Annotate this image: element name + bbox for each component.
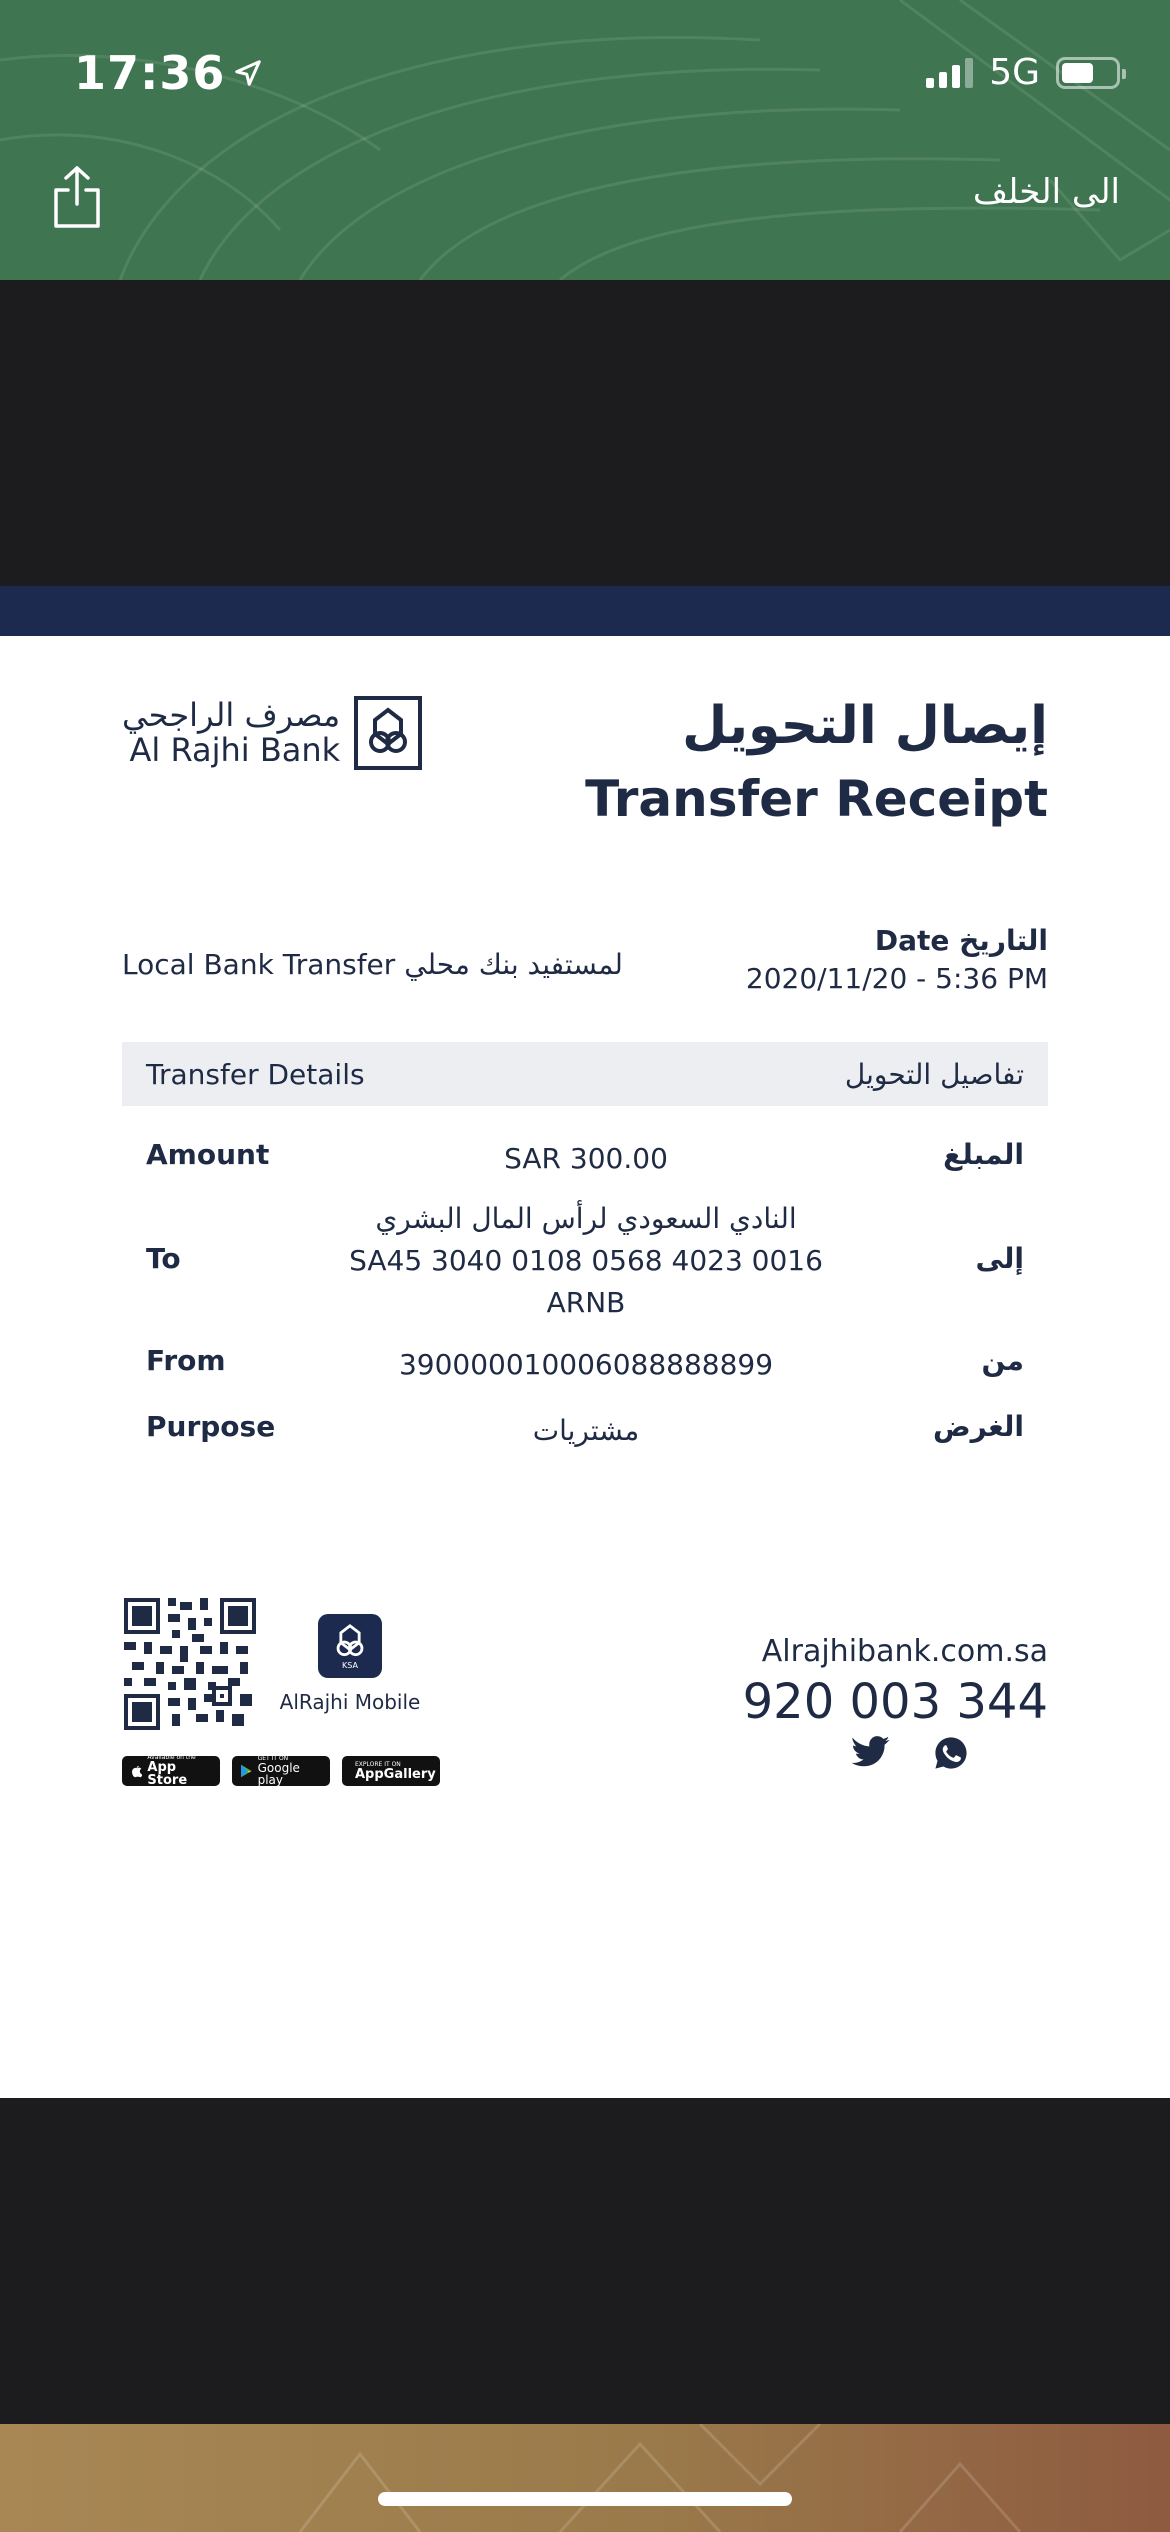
google-play-icon xyxy=(240,1763,253,1779)
home-indicator[interactable] xyxy=(378,2492,792,2506)
google-play-badge[interactable] xyxy=(232,1756,330,1786)
app-icon-badge: KSA xyxy=(342,1660,358,1670)
location-arrow-icon xyxy=(233,58,263,88)
bank-logo xyxy=(122,696,422,770)
transfer-receipt xyxy=(0,636,1170,2098)
store-badges xyxy=(122,1756,440,1786)
bottom-decorative-bar xyxy=(0,2424,1170,2532)
recipient-name: النادي السعودي لرأس المال البشري xyxy=(375,1202,797,1235)
from-account: 390000010006088888899 xyxy=(398,1348,774,1381)
purpose-value: مشتريات xyxy=(532,1414,640,1447)
back-button[interactable]: الى الخلف xyxy=(972,172,1120,212)
app-gallery-text: AppGallery xyxy=(355,1766,436,1782)
receipt-title-english: Transfer Receipt xyxy=(585,770,1048,828)
network-type: 5G xyxy=(989,52,1040,93)
phone-number[interactable]: 920 003 344 xyxy=(742,1674,1048,1730)
recipient-row xyxy=(146,1198,1024,1328)
amount-value: SAR 300.00 xyxy=(504,1142,668,1175)
app-store-badge[interactable] xyxy=(122,1756,220,1786)
bottom-pattern xyxy=(0,2424,1170,2532)
app-store-text: App Store xyxy=(147,1760,188,1788)
logo-arabic-text: مصرف الراجحي xyxy=(122,695,341,734)
bank-emblem-small-icon xyxy=(331,1623,369,1661)
receipt-top-bar xyxy=(0,586,1170,636)
alrajhi-mobile-app-icon xyxy=(318,1614,382,1678)
logo-english-text: Al Rajhi Bank xyxy=(129,731,341,769)
app-gallery-small-text: EXPLORE IT ON xyxy=(355,1760,401,1768)
details-header-english: Transfer Details xyxy=(146,1057,365,1091)
purpose-row xyxy=(146,1410,1024,1452)
battery-icon xyxy=(1056,57,1120,89)
cellular-signal-icon xyxy=(926,58,973,88)
purpose-label-arabic: الغرض xyxy=(933,1410,1024,1443)
twitter-icon[interactable] xyxy=(852,1736,890,1768)
to-label-arabic: إلى xyxy=(975,1242,1024,1275)
whatsapp-icon[interactable] xyxy=(934,1736,968,1770)
recipient-value xyxy=(336,1198,836,1324)
share-icon[interactable] xyxy=(52,164,102,230)
apple-icon xyxy=(130,1763,142,1779)
to-label: To xyxy=(146,1242,181,1275)
status-time xyxy=(74,46,263,100)
details-header-arabic: تفاصيل التحويل xyxy=(844,1057,1024,1091)
app-header xyxy=(0,0,1170,280)
receipt-title-arabic: إيصال التحويل xyxy=(682,696,1048,756)
transfer-type: Local Bank Transfer لمستفيد بنك محلي xyxy=(122,948,623,981)
purpose-label: Purpose xyxy=(146,1410,276,1443)
app-gallery-badge[interactable] xyxy=(342,1756,440,1786)
bottom-dark-area xyxy=(0,2098,1170,2424)
recipient-bank: ARNB xyxy=(546,1286,626,1319)
qr-code xyxy=(124,1598,256,1730)
transfer-details-header xyxy=(122,1042,1048,1106)
from-label-arabic: من xyxy=(981,1344,1024,1377)
app-label: AlRajhi Mobile xyxy=(279,1690,421,1714)
from-row xyxy=(146,1344,1024,1386)
top-dark-area xyxy=(0,280,1170,586)
date-value: 2020/11/20 - 5:36 PM xyxy=(745,962,1048,995)
website-link[interactable]: Alrajhibank.com.sa xyxy=(761,1634,1048,1669)
amount-row xyxy=(146,1138,1024,1180)
date-label: Date التاريخ xyxy=(874,924,1048,957)
app-store-small-text: Available on the xyxy=(147,1754,196,1761)
recipient-iban: SA45 3040 0108 0568 4023 0016 xyxy=(349,1244,823,1277)
google-play-small-text: GET IT ON xyxy=(257,1755,289,1762)
amount-label: Amount xyxy=(146,1138,270,1171)
status-time-text: 17:36 xyxy=(74,46,226,100)
header-pattern xyxy=(0,0,1170,280)
social-links xyxy=(852,1736,968,1770)
google-play-text: Google play xyxy=(257,1761,300,1787)
from-label: From xyxy=(146,1344,226,1377)
bank-emblem-icon xyxy=(354,696,422,770)
amount-label-arabic: المبلغ xyxy=(943,1138,1024,1171)
status-indicators xyxy=(926,52,1120,93)
